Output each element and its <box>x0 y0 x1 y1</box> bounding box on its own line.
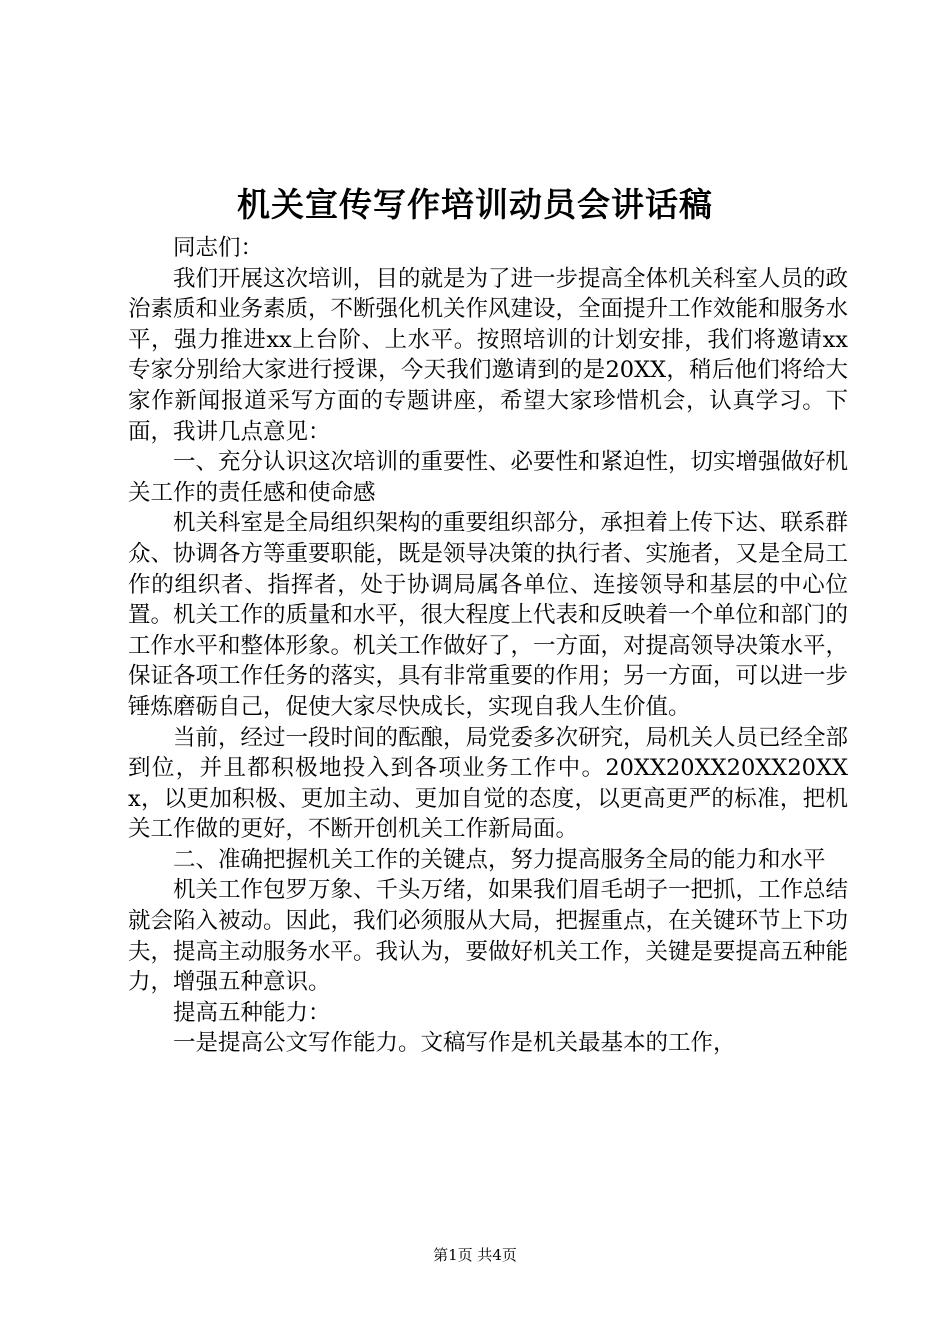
body-paragraph: 机关科室是全局组织架构的重要组织部分，承担着上传下达、联系群众、协调各方等重要职能，既是领导决策的执行者、实施者，又是全局工作的组织者、指挥者，处于协调局属各单位、连接领导和基层的中心位置。机关工作的质量和水平，很大程度上代表和反映着一个单位和部门的工作水平和整体形象。机关工作做好了，一方面，对提高领导决策水平，保证各项工作任务的落实，具有非常重要的作用；另一方面，可以进一步锤炼磨砺自己，促使大家尽快成长，实现自我人生价值。 <box>128 510 849 720</box>
body-paragraph: 当前，经过一段时间的酝酿，局党委多次研究，局机关人员已经全部到位，并且都积极地投入到各项业务工作中。20XX20XX20XX20XXx，以更加积极、更加主动、更加自觉的态度，以更高更严的标准，把机关工作做的更好，不断开创机关工作新局面。 <box>128 724 849 843</box>
section-heading: 二、准确把握机关工作的关键点，努力提高服务全局的能力和水平 <box>173 846 826 873</box>
body-paragraph: 一是提高公文写作能力。文稿写作是机关最基本的工作， <box>173 1030 736 1057</box>
page-footer: 第1页 共4页 <box>433 1246 517 1264</box>
section-heading: 一、充分认识这次培训的重要性、必要性和紧迫性，切实增强做好机关工作的责任感和使命感 <box>128 449 849 506</box>
document-body <box>128 233 848 1059</box>
body-paragraph: 机关工作包罗万象、千头万绪，如果我们眉毛胡子一把抓，工作总结就会陷入被动。因此，我们必须服从大局，把握重点，在关键环节上下功夫，提高主动服务水平。我认为，要做好机关工作，关键是要提高五种能力，增强五种意识。 <box>128 877 849 996</box>
body-paragraph: 我们开展这次培训，目的就是为了进一步提高全体机关科室人员的政治素质和业务素质，不断强化机关作风建设，全面提升工作效能和服务水平，强力推进xx上台阶、上水平。按照培训的计划安排，我们将邀请xx专家分别给大家进行授课，今天我们邀请到的是20XX，稍后他们将给大家作新闻报道采写方面的专题讲座，希望大家珍惜机会，认真学习。下面，我讲几点意见： <box>128 265 849 445</box>
salutation: 同志们： <box>173 235 264 261</box>
subsection-heading: 提高五种能力： <box>173 999 331 1026</box>
document-title: 机关宣传写作培训动员会讲话稿 <box>237 185 713 224</box>
